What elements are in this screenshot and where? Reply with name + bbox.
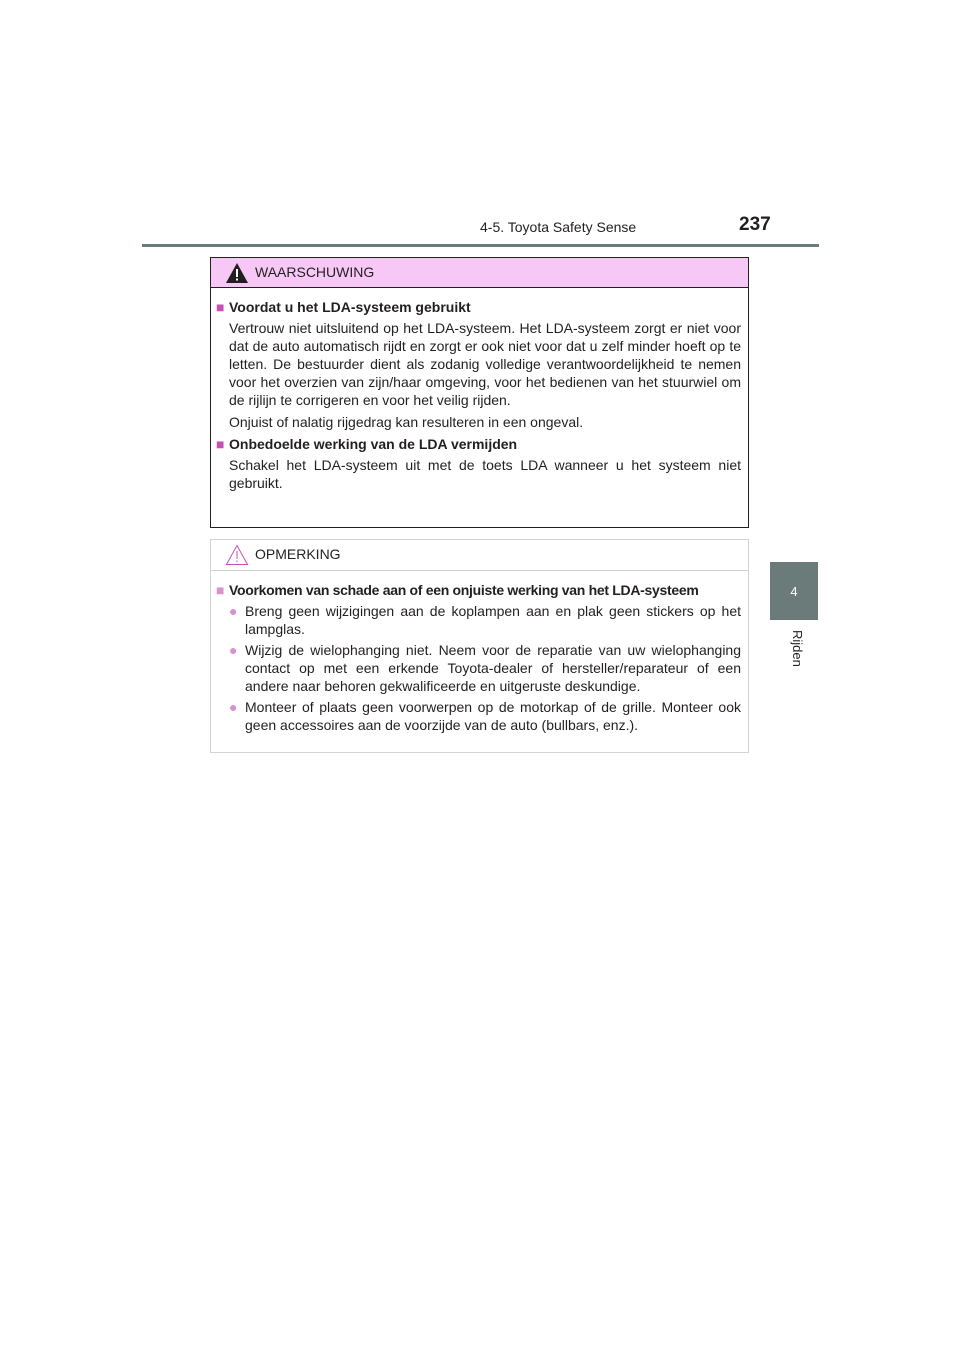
list-item	[229, 641, 741, 695]
warning-triangle-filled-icon	[225, 262, 249, 284]
warning-body	[211, 288, 748, 492]
page-number: 237	[739, 214, 771, 235]
notice-heading	[216, 581, 741, 599]
notice-heading-text: Voorkomen van schade aan of een onjuiste werking van het LDA-systeem	[229, 582, 699, 598]
circle-bullet-icon: ●	[229, 642, 238, 658]
warning-header	[211, 258, 748, 288]
list-item-text: Breng geen wijzigingen aan de koplampen aan en plak geen stickers op het lampglas.	[245, 603, 741, 637]
warning-paragraph: Onjuist of nalatig rijgedrag kan resulteren in een ongeval.	[229, 414, 584, 430]
notice-box	[210, 539, 749, 753]
chapter-label: Rijden	[790, 630, 805, 667]
warning-paragraph: Schakel het LDA-systeem uit met de toets LDA wanneer u het systeem niet gebruikt.	[229, 457, 741, 491]
list-item-text: Monteer of plaats geen voorwerpen op de motorkap of de grille. Monteer ook geen accessoires aan de voorzijde van de auto (bullbars, enz.).	[245, 699, 741, 733]
chapter-tab	[770, 562, 818, 620]
notice-title: OPMERKING	[255, 546, 341, 562]
warning-heading-2	[216, 435, 741, 453]
section-title: 4-5. Toyota Safety Sense	[480, 219, 637, 235]
square-bullet-icon: ■	[216, 582, 225, 598]
list-item	[229, 602, 741, 638]
circle-bullet-icon: ●	[229, 699, 238, 715]
square-bullet-icon: ■	[216, 299, 225, 315]
notice-header	[211, 540, 748, 571]
list-item-text: Wijzig de wielophanging niet. Neem voor de reparatie van uw wielophanging contact op met een erkende Toyota-dealer of hersteller/reparateur of een andere naar behoren gekwalificeerde en uitgeruste deskundige.	[245, 642, 741, 694]
caution-triangle-outline-icon	[225, 544, 249, 566]
list-item	[229, 698, 741, 734]
warning-paragraph: Vertrouw niet uitsluitend op het LDA-systeem. Het LDA-systeem zorgt er niet voor dat de auto automatisch rijdt en zorgt er ook niet voor dat u zelf minder hoeft op te letten. De bestuurder dient als zodanig volledige verantwoordelijkheid te nemen voor het overzien van zijn/haar omgeving, voor het bedienen van het stuurwiel om de rijlijn te corrigeren en voor het veilig rijden.	[229, 320, 741, 408]
square-bullet-icon: ■	[216, 436, 225, 452]
warning-box	[210, 257, 749, 528]
notice-body	[211, 571, 748, 734]
warning-heading-text: Onbedoelde werking van de LDA vermijden	[229, 436, 518, 452]
header-rule	[142, 244, 819, 247]
warning-heading-1	[216, 298, 741, 316]
circle-bullet-icon: ●	[229, 603, 238, 619]
warning-title: WAARSCHUWING	[255, 263, 375, 280]
warning-heading-text: Voordat u het LDA-systeem gebruikt	[229, 299, 471, 315]
chapter-number: 4	[790, 583, 798, 599]
